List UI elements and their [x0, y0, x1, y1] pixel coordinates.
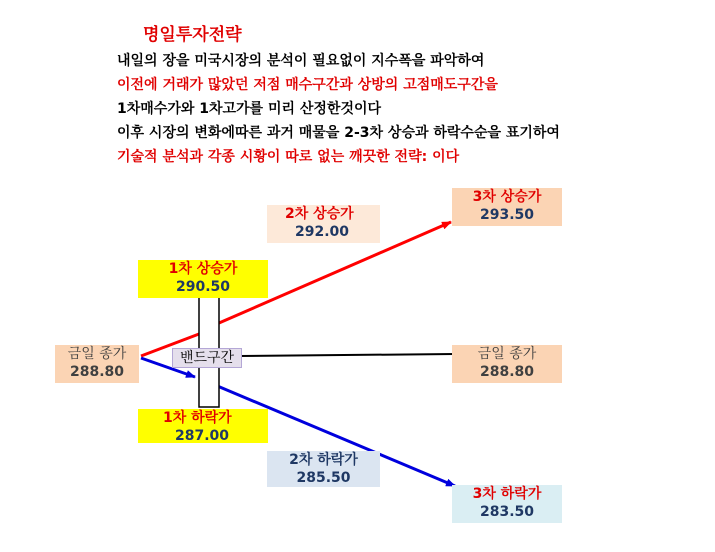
fall3-label: 3차 하락가: [472, 486, 542, 502]
description-line-5: 기술적 분석과 각종 시황이 따로 없는 깨끗한 전략: 이다: [117, 149, 460, 165]
rise2-box: [267, 205, 380, 243]
rise2-label: 2차 상승가: [285, 206, 354, 222]
fall3-value: 283.50: [479, 504, 535, 520]
description-line-1: 내일의 장을 미국시장의 분석이 필요없이 지수폭을 파악하여: [117, 53, 485, 69]
rise1-box: [138, 260, 268, 298]
close-left-label: 금일 종가: [67, 346, 127, 362]
rise1-label: 1차 상승가: [168, 261, 238, 277]
rise3-label: 3차 상승가: [472, 189, 542, 205]
close-right-label: 금일 종가: [477, 346, 537, 362]
fall1-value: 287.00: [175, 428, 230, 444]
page-title: 명일투자전략: [143, 25, 242, 45]
description-line-4: 이후 시장의 변화에따른 과거 매물을 2-3차 상승과 하락수순을 표기하여: [117, 125, 560, 141]
fall3-box: [452, 485, 562, 523]
close-right-box: [452, 345, 562, 383]
fall2-value: 285.50: [296, 470, 351, 486]
rise3-value: 293.50: [479, 207, 535, 223]
flat-close-line: [240, 354, 455, 356]
fall1-box: [138, 409, 268, 443]
fall2-box: [267, 451, 380, 487]
rise2-value: 292.00: [295, 224, 350, 240]
description-line-3: 1차매수가와 1차고가를 미리 산정한것이다: [117, 101, 382, 117]
description-line-2: 이전에 거래가 많았던 저점 매수구간과 상방의 고점매도구간을: [117, 77, 498, 93]
band-label: 밴드구간: [172, 348, 242, 368]
close-left-value: 288.80: [69, 364, 125, 380]
rise1-value: 290.50: [175, 279, 231, 295]
fall2-label: 2차 하락가: [289, 452, 358, 468]
close-left-box: [55, 345, 139, 383]
rise3-box: [452, 188, 562, 226]
fall1-label: 1차 하락가: [163, 410, 232, 426]
close-right-value: 288.80: [479, 364, 535, 380]
